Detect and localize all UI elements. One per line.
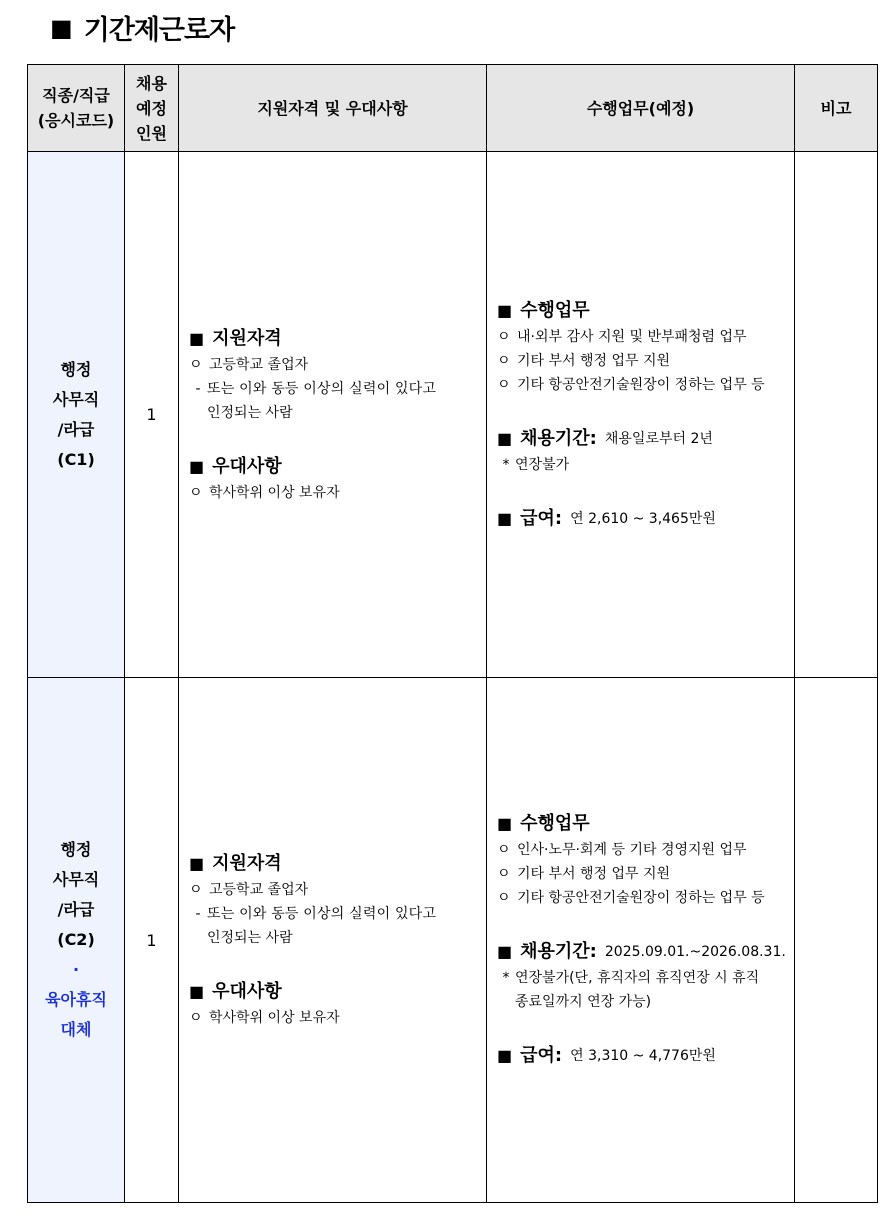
heading-text: 수행업무	[520, 299, 590, 321]
header-job-line2: (응시코드)	[37, 111, 115, 130]
sub-text: 인정되는 사람	[207, 930, 293, 946]
period-label: 채용기간:	[520, 941, 597, 962]
salary-line	[497, 505, 788, 533]
square-bullet-icon: ■	[497, 942, 513, 961]
circle-bullet-icon: ㅇ	[497, 866, 511, 882]
square-bullet-icon: ■	[189, 456, 205, 476]
item-text: 학사학위 이상 보유자	[209, 484, 340, 501]
qualification-cell	[179, 678, 487, 1203]
list-item	[189, 353, 480, 377]
section-title	[50, 8, 234, 47]
sub-item-continued	[189, 926, 480, 950]
circle-bullet-icon: ㅇ	[497, 842, 511, 858]
salary-value: 연 2,610 ~ 3,465만원	[570, 510, 716, 527]
note-text: 연장불가(단, 휴직자의 휴직연장 시 휴직	[515, 970, 760, 986]
count-cell: 1	[125, 152, 179, 678]
header-duty: 수행업무(예정)	[487, 65, 795, 152]
square-bullet-icon: ■	[189, 854, 205, 873]
note-text: 종료일까지 연장 가능)	[515, 994, 652, 1010]
note-cell	[795, 678, 878, 1203]
item-text: 기타 항공안전기술원장이 정하는 업무 등	[517, 376, 765, 393]
job-line-separator: ·	[72, 960, 80, 979]
note-cell	[795, 152, 878, 678]
heading-text: 지원자격	[212, 327, 282, 349]
job-line: 행정	[60, 840, 92, 859]
header-row	[28, 65, 878, 152]
sub-text: 인정되는 사람	[207, 404, 293, 421]
item-text: 고등학교 졸업자	[209, 882, 309, 898]
job-line: 사무직	[52, 389, 100, 409]
circle-bullet-icon: ㅇ	[189, 484, 203, 501]
square-bullet-icon: ■	[497, 814, 513, 833]
salary-label: 급여:	[520, 1045, 563, 1066]
period-note	[497, 966, 788, 990]
job-line: 행정	[60, 359, 92, 379]
header-count-line1: 채용	[136, 73, 167, 93]
header-note: 비고	[795, 65, 878, 152]
sub-item	[189, 377, 480, 401]
preference-heading	[189, 453, 480, 481]
section-title-text: 기간제근로자	[83, 15, 235, 46]
header-count-line2: 예정	[136, 98, 167, 118]
dash-bullet: -	[195, 380, 201, 397]
job-line: /라급	[57, 900, 95, 919]
square-bullet-icon: ■	[497, 508, 513, 528]
item-text: 학사학위 이상 보유자	[209, 1010, 340, 1026]
header-job-line1: 직종/직급	[42, 86, 110, 105]
note-text: 연장불가	[515, 456, 570, 473]
list-item	[497, 838, 788, 862]
salary-label: 급여:	[520, 507, 563, 529]
duty-cell	[487, 678, 795, 1203]
job-line-highlight: 육아휴직	[45, 990, 107, 1009]
salary-line	[497, 1042, 788, 1070]
recruitment-table	[27, 64, 878, 1203]
list-item	[189, 481, 480, 505]
list-item	[189, 1006, 480, 1030]
square-bullet-icon: ■	[50, 13, 72, 42]
item-text: 고등학교 졸업자	[209, 356, 309, 373]
qualification-heading	[189, 325, 480, 353]
job-cell	[28, 152, 125, 678]
circle-bullet-icon: ㅇ	[497, 376, 511, 393]
job-line-highlight: 대체	[60, 1020, 92, 1039]
period-label: 채용기간:	[520, 427, 597, 449]
circle-bullet-icon: ㅇ	[189, 1010, 203, 1026]
count-cell: 1	[125, 678, 179, 1203]
salary-value: 연 3,310 ~ 4,776만원	[570, 1048, 716, 1064]
item-text: 기타 부서 행정 업무 지원	[517, 352, 671, 369]
asterisk-bullet: *	[502, 456, 510, 473]
duty-cell	[487, 152, 795, 678]
job-line: (C2)	[57, 930, 95, 949]
qualification-cell	[179, 152, 487, 678]
list-item	[497, 886, 788, 910]
square-bullet-icon: ■	[189, 982, 205, 1001]
job-line: 사무직	[52, 870, 100, 889]
dash-bullet: -	[195, 906, 201, 922]
list-item	[497, 349, 788, 373]
square-bullet-icon: ■	[189, 328, 205, 348]
heading-text: 우대사항	[212, 981, 282, 1002]
sub-text: 또는 이와 동등 이상의 실력이 있다고	[207, 380, 437, 397]
square-bullet-icon: ■	[497, 428, 513, 448]
item-text: 기타 부서 행정 업무 지원	[517, 866, 671, 882]
heading-text: 지원자격	[212, 853, 282, 874]
period-line	[497, 425, 788, 453]
circle-bullet-icon: ㅇ	[497, 352, 511, 369]
job-cell	[28, 678, 125, 1203]
sub-item-continued	[189, 401, 480, 425]
header-qualification: 지원자격 및 우대사항	[179, 65, 487, 152]
item-text: 인사·노무·회계 등 기타 경영지원 업무	[517, 842, 747, 858]
list-item	[189, 878, 480, 902]
qualification-heading	[189, 850, 480, 878]
duty-heading	[497, 297, 788, 325]
job-line: (C1)	[57, 449, 95, 469]
list-item	[497, 325, 788, 349]
heading-text: 수행업무	[520, 813, 590, 834]
sub-text: 또는 이와 동등 이상의 실력이 있다고	[207, 906, 437, 922]
header-job	[28, 65, 125, 152]
period-note-continued	[497, 990, 788, 1014]
job-line: /라급	[57, 419, 95, 439]
period-value: 채용일로부터 2년	[604, 430, 713, 447]
period-note	[497, 453, 788, 477]
circle-bullet-icon: ㅇ	[497, 890, 511, 906]
circle-bullet-icon: ㅇ	[497, 328, 511, 345]
asterisk-bullet: *	[502, 970, 510, 986]
header-count-line3: 인원	[136, 123, 167, 143]
preference-heading	[189, 978, 480, 1006]
header-count	[125, 65, 179, 152]
circle-bullet-icon: ㅇ	[189, 356, 203, 373]
list-item	[497, 373, 788, 397]
period-value: 2025.09.01.~2026.08.31.	[604, 944, 786, 960]
circle-bullet-icon: ㅇ	[189, 882, 203, 898]
heading-text: 우대사항	[212, 455, 282, 477]
table-row	[28, 152, 878, 678]
duty-heading	[497, 810, 788, 838]
period-line	[497, 938, 788, 966]
square-bullet-icon: ■	[497, 300, 513, 320]
item-text: 기타 항공안전기술원장이 정하는 업무 등	[517, 890, 765, 906]
sub-item	[189, 902, 480, 926]
table-row	[28, 678, 878, 1203]
square-bullet-icon: ■	[497, 1046, 513, 1065]
list-item	[497, 862, 788, 886]
item-text: 내·외부 감사 지원 및 반부패청렴 업무	[517, 328, 747, 345]
